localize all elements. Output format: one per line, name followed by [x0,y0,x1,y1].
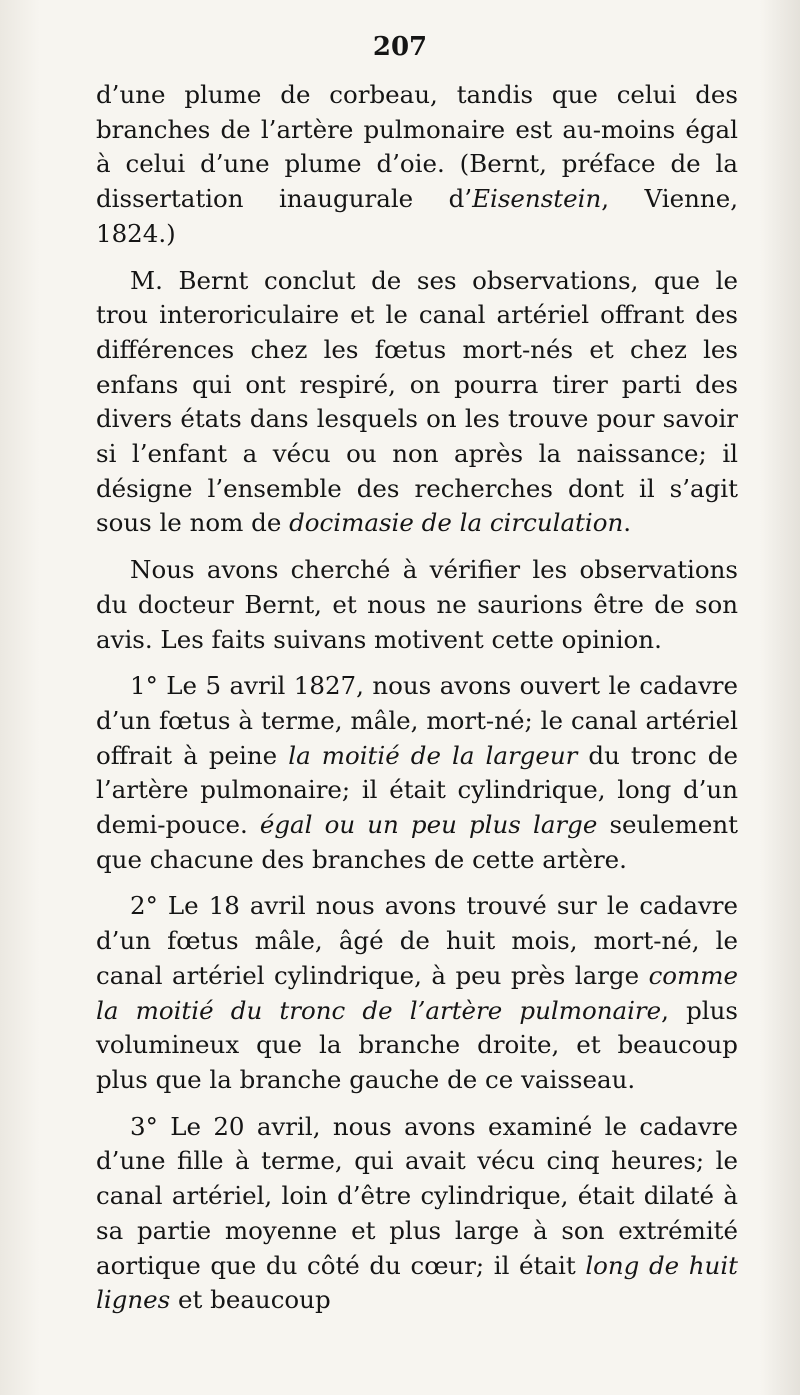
p6-seg-2: et beaucoup [170,1285,331,1315]
p1-seg-1: Eisenstein [472,184,602,214]
paragraph-2 [96,264,738,542]
page-number: 207 [372,32,428,62]
p1-seg-0: d’une plume de corbeau, tandis que celui des branches de l’artère pulmonaire est au-moins égal à celui d’une plume d’oie. (Bernt, préface de la dissertation inaugurale d’ [96,80,738,214]
p4-seg-4: seulement que chacune des branches de cette artère. [96,810,738,874]
paragraph-5 [96,889,738,1097]
p4-seg-0: 1° Le 5 avril 1827, nous avons ouvert le cadavre d’un fœtus à terme, mâle, mort-né; le canal artériel offrait à peine [96,671,738,770]
p3-seg-0: Nous avons cherché à vérifier les observations du docteur Bernt, et nous ne saurions être de son avis. Les faits suivans motivent cette opinion. [96,555,738,654]
p4-seg-3: égal ou un peu plus large [259,810,598,840]
paragraph-1 [96,78,738,252]
p1-seg-2: , Vienne, 1824.) [96,184,738,248]
p2-seg-2: . [623,508,632,538]
p5-seg-0: 2° Le 18 avril nous avons trouvé sur le cadavre d’un fœtus mâle, âgé de huit mois, mort-né, le canal artériel cylindrique, à peu près large [96,891,738,990]
p6-seg-0: 3° Le 20 avril, nous avons examiné le cadavre d’une fille à terme, qui avait vécu cinq heures; le canal artériel, loin d’être cylindrique, était dilaté à sa partie moyenne et plus large à son extrémité aortique que du côté du cœur; il était [96,1111,738,1280]
paragraph-3 [96,553,738,657]
paragraph-6 [96,1110,738,1318]
p2-seg-1: docimasie de la circulation [289,508,624,538]
p6-seg-1: long de huit lignes [96,1250,739,1315]
p5-seg-1: comme la moitié du tronc de l’artère pulmonaire [96,960,738,1025]
p4-seg-2: du tronc de l’artère pulmonaire; il était cylindrique, long d’un demi-pouce. [96,740,738,840]
paragraph-4 [96,669,738,877]
p2-seg-0: M. Bernt conclut de ses observations, que le trou interoriculaire et le canal artériel offrant des différences chez les fœtus mort-nés et chez les enfans qui ont respiré, on pourra tirer parti des divers états dans lesquels on les trouve pour savoir si l’enfant a vécu ou non après la naissance; il désigne l’ensemble des recherches dont il s’agit sous le nom de [96,265,738,538]
p4-seg-1: la moitié de la largeur [288,740,578,770]
p5-seg-2: , plus volumineux que la branche droite, et beaucoup plus que la branche gauche de ce vaisseau. [96,995,738,1094]
body-text [96,78,738,1318]
